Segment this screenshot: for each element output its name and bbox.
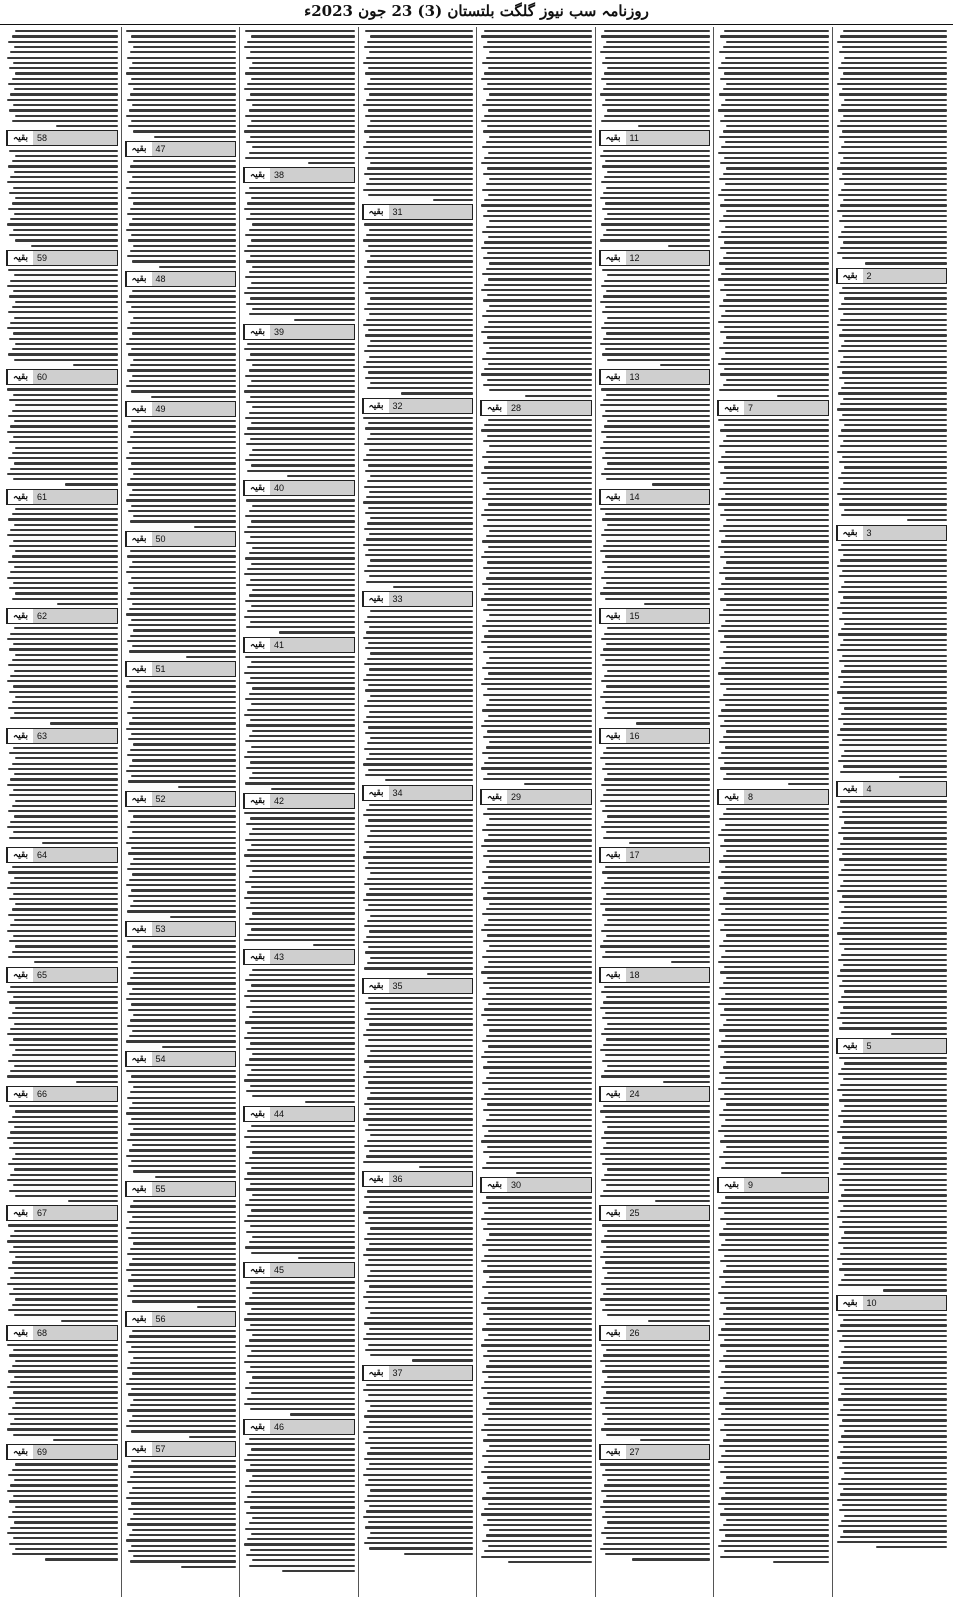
continuation-label: بقیہ (718, 790, 744, 804)
continuation-number: 47 (155, 144, 166, 154)
continuation-number: 18 (629, 969, 640, 980)
continuation-label: بقیہ (126, 272, 152, 286)
continuation-label: بقیہ (244, 1107, 270, 1121)
continuation-box (6, 489, 118, 505)
article-text-block (125, 1460, 237, 1568)
text-column (121, 27, 240, 1597)
continuation-number: 65 (37, 969, 48, 980)
article-text-block (125, 1330, 237, 1438)
article-text-block (6, 388, 118, 485)
article-text-block (243, 1438, 355, 1572)
continuation-number: 67 (37, 1208, 48, 1219)
article-text-block (599, 1224, 711, 1321)
continuation-number: 41 (274, 639, 285, 650)
continuation-label: بقیہ (837, 1039, 863, 1053)
article-text-block (243, 1281, 355, 1415)
continuation-label: بقیہ (837, 782, 863, 796)
continuation-number: 24 (629, 1088, 640, 1099)
continuation-label: بقیہ (7, 251, 33, 265)
continuation-box (362, 398, 474, 414)
continuation-number: 44 (274, 1108, 285, 1119)
continuation-box (6, 369, 118, 385)
continuation-number: 33 (392, 594, 403, 605)
article-text-block (362, 997, 474, 1168)
continuation-number: 43 (274, 952, 285, 963)
continuation-label: بقیہ (7, 968, 33, 982)
continuation-box (6, 967, 118, 983)
article-text-block (480, 419, 592, 786)
continuation-box (362, 1171, 474, 1187)
continuation-box (243, 793, 355, 809)
continuation-label: بقیہ (244, 481, 270, 495)
newspaper-columns (3, 27, 950, 1597)
article-text-block (125, 30, 237, 138)
continuation-box (6, 608, 118, 624)
continuation-label: بقیہ (7, 848, 33, 862)
article-text-block (243, 343, 355, 477)
article-text-block (362, 223, 474, 394)
article-text-block (599, 508, 711, 605)
continuation-label: بقیہ (600, 251, 626, 265)
continuation-label: بقیہ (126, 142, 152, 156)
continuation-number: 11 (629, 133, 639, 144)
continuation-box (599, 967, 711, 983)
continuation-number: 48 (155, 274, 166, 284)
continuation-number: 49 (155, 404, 166, 414)
continuation-label: بقیہ (7, 1087, 33, 1101)
article-text-block (362, 1190, 474, 1361)
article-text-block (362, 417, 474, 588)
continuation-label: بقیہ (126, 402, 152, 416)
continuation-box (125, 1051, 237, 1067)
continuation-number: 57 (155, 1444, 166, 1454)
continuation-number: 59 (37, 252, 48, 263)
article-text-block (599, 269, 711, 366)
continuation-label: بقیہ (363, 205, 389, 219)
continuation-number: 7 (748, 402, 754, 413)
text-column (832, 27, 951, 1597)
continuation-number: 36 (392, 1174, 403, 1185)
article-text-block (125, 290, 237, 398)
continuation-label: بقیہ (481, 790, 507, 804)
continuation-number: 61 (37, 491, 48, 502)
continuation-box (125, 921, 237, 937)
continuation-label: بقیہ (244, 950, 270, 964)
continuation-label: بقیہ (244, 794, 270, 808)
continuation-box (480, 789, 592, 805)
continuation-box (362, 591, 474, 607)
continuation-label: بقیہ (363, 1172, 389, 1186)
continuation-label: بقیہ (126, 1442, 152, 1456)
continuation-box (836, 1038, 948, 1054)
article-text-block (480, 30, 592, 397)
continuation-box (6, 1325, 118, 1341)
article-text-block (125, 1200, 237, 1308)
continuation-label: بقیہ (481, 401, 507, 415)
continuation-box (6, 1444, 118, 1460)
continuation-number: 69 (37, 1447, 48, 1458)
article-text-block (125, 420, 237, 528)
continuation-label: بقیہ (718, 1178, 744, 1192)
continuation-box (362, 785, 474, 801)
continuation-number: 58 (37, 133, 48, 144)
continuation-box (599, 847, 711, 863)
article-text-block (480, 808, 592, 1175)
newspaper-header-title: روزنامہ سب نیوز گلگت بلتستان (3) 23 جون 2023ء (304, 2, 649, 20)
continuation-number: 37 (392, 1367, 403, 1378)
continuation-box (836, 1295, 948, 1311)
continuation-box (836, 525, 948, 541)
continuation-label: بقیہ (600, 490, 626, 504)
article-text-block (480, 1196, 592, 1563)
continuation-box (362, 978, 474, 994)
continuation-number: 13 (629, 372, 640, 383)
continuation-number: 26 (629, 1327, 640, 1338)
article-text-block (717, 1196, 829, 1563)
continuation-box (125, 661, 237, 677)
continuation-number: 46 (274, 1421, 285, 1432)
continuation-label: بقیہ (600, 1445, 626, 1459)
continuation-number: 66 (37, 1088, 48, 1099)
masthead-strip (0, 0, 953, 25)
continuation-number: 32 (392, 400, 403, 411)
continuation-number: 42 (274, 796, 285, 807)
continuation-label: بقیہ (126, 1312, 152, 1326)
continuation-number: 25 (629, 1208, 640, 1219)
continuation-box (717, 1177, 829, 1193)
continuation-number: 10 (866, 1297, 877, 1308)
continuation-box (599, 250, 711, 266)
continuation-box (599, 608, 711, 624)
continuation-label: بقیہ (600, 1087, 626, 1101)
continuation-label: بقیہ (7, 490, 33, 504)
continuation-label: بقیہ (481, 1178, 507, 1192)
article-text-block (362, 30, 474, 201)
continuation-number: 45 (274, 1265, 285, 1276)
continuation-label: بقیہ (7, 609, 33, 623)
continuation-box (480, 1177, 592, 1193)
continuation-box (599, 1086, 711, 1102)
continuation-label: بقیہ (244, 168, 270, 182)
continuation-box (125, 531, 237, 547)
article-text-block (6, 1224, 118, 1321)
article-text-block (6, 627, 118, 724)
article-text-block (717, 808, 829, 1175)
article-text-block (243, 812, 355, 946)
continuation-number: 64 (37, 850, 48, 861)
continuation-number: 38 (274, 170, 285, 181)
continuation-box (243, 1419, 355, 1435)
article-text-block (599, 866, 711, 963)
continuation-label: بقیہ (7, 729, 33, 743)
continuation-label: بقیہ (7, 1206, 33, 1220)
text-column (239, 27, 358, 1597)
continuation-label: بقیہ (244, 1263, 270, 1277)
article-text-block (599, 1344, 711, 1441)
continuation-number: 30 (511, 1180, 522, 1191)
article-text-block (125, 940, 237, 1048)
continuation-box (125, 271, 237, 287)
continuation-label: بقیہ (244, 1420, 270, 1434)
continuation-box (125, 141, 237, 157)
continuation-number: 62 (37, 611, 48, 622)
article-text-block (243, 656, 355, 790)
continuation-box (6, 250, 118, 266)
continuation-number: 28 (511, 402, 522, 413)
continuation-number: 35 (392, 980, 403, 991)
continuation-box (717, 789, 829, 805)
continuation-box (599, 130, 711, 146)
continuation-label: بقیہ (837, 269, 863, 283)
continuation-label: بقیہ (363, 592, 389, 606)
continuation-label: بقیہ (7, 370, 33, 384)
article-text-block (6, 986, 118, 1083)
continuation-number: 56 (155, 1314, 166, 1324)
article-text-block (599, 388, 711, 485)
continuation-box (362, 204, 474, 220)
article-text-block (599, 747, 711, 844)
continuation-label: بقیہ (244, 638, 270, 652)
continuation-label: بقیہ (363, 399, 389, 413)
continuation-box (362, 1365, 474, 1381)
continuation-box (6, 130, 118, 146)
continuation-label: بقیہ (600, 370, 626, 384)
continuation-box (836, 268, 948, 284)
continuation-number: 63 (37, 730, 48, 741)
continuation-number: 50 (155, 534, 166, 544)
continuation-label: بقیہ (718, 401, 744, 415)
continuation-label: بقیہ (363, 979, 389, 993)
continuation-label: بقیہ (126, 1182, 152, 1196)
article-text-block (6, 508, 118, 605)
continuation-box (836, 781, 948, 797)
article-text-block (243, 969, 355, 1103)
continuation-box (480, 400, 592, 416)
article-text-block (6, 1463, 118, 1560)
continuation-number: 14 (629, 491, 640, 502)
continuation-number: 17 (629, 850, 640, 861)
continuation-box (599, 489, 711, 505)
continuation-number: 60 (37, 372, 48, 383)
continuation-box (243, 167, 355, 183)
continuation-box (243, 1262, 355, 1278)
article-text-block (243, 187, 355, 321)
continuation-label: بقیہ (837, 526, 863, 540)
continuation-label: بقیہ (600, 609, 626, 623)
continuation-box (6, 728, 118, 744)
continuation-label: بقیہ (600, 968, 626, 982)
article-text-block (125, 680, 237, 788)
continuation-label: بقیہ (600, 848, 626, 862)
continuation-box (125, 791, 237, 807)
article-text-block (243, 1125, 355, 1259)
continuation-box (125, 1441, 237, 1457)
continuation-number: 34 (392, 787, 403, 798)
continuation-number: 53 (155, 924, 166, 934)
continuation-box (599, 1205, 711, 1221)
text-column (3, 27, 121, 1597)
article-text-block (243, 30, 355, 164)
article-text-block (599, 150, 711, 247)
article-text-block (125, 1070, 237, 1178)
article-text-block (362, 1384, 474, 1555)
continuation-label: بقیہ (837, 1296, 863, 1310)
continuation-box (243, 637, 355, 653)
article-text-block (6, 1344, 118, 1441)
text-column (476, 27, 595, 1597)
continuation-label: بقیہ (600, 1326, 626, 1340)
continuation-box (6, 847, 118, 863)
continuation-label: بقیہ (600, 729, 626, 743)
article-text-block (6, 150, 118, 247)
continuation-box (125, 1181, 237, 1197)
article-text-block (6, 866, 118, 963)
article-text-block (836, 287, 948, 522)
continuation-number: 29 (511, 791, 522, 802)
text-column (358, 27, 477, 1597)
article-text-block (6, 30, 118, 127)
article-text-block (599, 1105, 711, 1202)
continuation-number: 40 (274, 483, 285, 494)
continuation-label: بقیہ (7, 131, 33, 145)
continuation-label: بقیہ (600, 131, 626, 145)
continuation-number: 51 (155, 664, 166, 674)
continuation-number: 5 (866, 1041, 872, 1051)
continuation-number: 4 (866, 784, 872, 795)
article-text-block (6, 269, 118, 366)
continuation-number: 27 (629, 1447, 640, 1458)
continuation-label: بقیہ (126, 532, 152, 546)
continuation-number: 8 (748, 791, 754, 802)
continuation-number: 2 (866, 270, 872, 281)
continuation-label: بقیہ (126, 922, 152, 936)
article-text-block (125, 810, 237, 918)
article-text-block (836, 1057, 948, 1292)
continuation-label: بقیہ (600, 1206, 626, 1220)
continuation-number: 16 (629, 730, 640, 741)
continuation-box (599, 1325, 711, 1341)
continuation-box (125, 401, 237, 417)
article-text-block (836, 30, 948, 265)
article-text-block (6, 1105, 118, 1202)
continuation-number: 55 (155, 1184, 166, 1194)
article-text-block (362, 610, 474, 781)
continuation-box (599, 728, 711, 744)
continuation-label: بقیہ (126, 792, 152, 806)
article-text-block (599, 30, 711, 127)
continuation-label: بقیہ (7, 1445, 33, 1459)
continuation-label: بقیہ (7, 1326, 33, 1340)
continuation-box (6, 1086, 118, 1102)
continuation-number: 68 (37, 1327, 48, 1338)
continuation-box (599, 369, 711, 385)
continuation-box (125, 1311, 237, 1327)
continuation-box (6, 1205, 118, 1221)
continuation-box (599, 1444, 711, 1460)
article-text-block (717, 419, 829, 786)
article-text-block (6, 747, 118, 844)
article-text-block (836, 544, 948, 779)
article-text-block (362, 804, 474, 975)
continuation-box (243, 324, 355, 340)
article-text-block (836, 1314, 948, 1549)
article-text-block (125, 550, 237, 658)
continuation-label: بقیہ (126, 662, 152, 676)
continuation-box (243, 480, 355, 496)
continuation-number: 9 (748, 1180, 754, 1191)
continuation-box (717, 400, 829, 416)
text-column (713, 27, 832, 1597)
continuation-number: 39 (274, 326, 285, 337)
continuation-label: بقیہ (363, 1366, 389, 1380)
article-text-block (243, 499, 355, 633)
continuation-label: بقیہ (126, 1052, 152, 1066)
continuation-number: 12 (629, 252, 640, 263)
continuation-number: 3 (866, 527, 872, 538)
continuation-label: بقیہ (244, 325, 270, 339)
continuation-label: بقیہ (363, 786, 389, 800)
article-text-block (836, 800, 948, 1035)
continuation-box (243, 949, 355, 965)
article-text-block (599, 1463, 711, 1560)
continuation-number: 52 (155, 794, 166, 804)
article-text-block (599, 627, 711, 724)
text-column (595, 27, 714, 1597)
continuation-number: 15 (629, 611, 640, 622)
continuation-box (243, 1106, 355, 1122)
article-text-block (599, 986, 711, 1083)
article-text-block (717, 30, 829, 397)
continuation-number: 31 (392, 207, 403, 218)
continuation-number: 54 (155, 1054, 166, 1064)
article-text-block (125, 160, 237, 268)
